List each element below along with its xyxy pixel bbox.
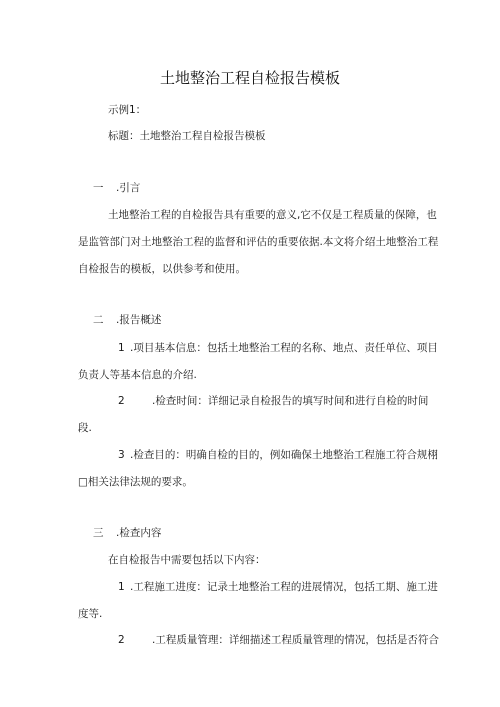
list-item-number: 1 [118, 581, 125, 593]
section-heading: .检查内容 [116, 527, 162, 539]
list-item-number: 2 [118, 395, 125, 407]
list-item-text: 负责人等基本信息的介绍. [78, 369, 197, 381]
example-label: 示例1： [108, 104, 147, 116]
paragraph-line: 自检报告的模板，以供参考和使用。 [78, 263, 246, 275]
list-item-text: .检查目的：明确自检的目的，例如确保土地整治工程施工符合规栩 [130, 449, 438, 461]
document-title: 土地整治工程自检报告模板 [159, 69, 340, 87]
section-heading: .引言 [116, 182, 141, 194]
list-item-text: 段. [78, 422, 92, 434]
section-number: 一 [93, 182, 104, 194]
list-item-text: □相关法律法规的要求。 [78, 476, 193, 488]
section-intro: 在自检报告中需要包括以下内容： [108, 554, 266, 566]
list-item-text: 度等. [78, 608, 103, 620]
list-item-number: 1 [118, 342, 125, 354]
list-item-number: 3 [118, 449, 125, 461]
section-number: 三 [93, 527, 104, 539]
list-item-text: .工程质量管理：详细描述工程质量管理的情况，包括是否符合 [152, 634, 439, 646]
section-number: 二 [93, 314, 104, 326]
paragraph-line: 是监管部门对土地整治工程的监督和评估的重要依据.本文将介绍土地整治工程 [78, 236, 439, 248]
list-item-number: 2 [118, 634, 125, 646]
list-item-text: .工程施工进度：记录土地整治工程的进展情况，包括工期、施工进 [130, 581, 438, 593]
paragraph-line: 土地整治工程的自检报告具有重要的意义,它不仅是工程质量的保障，也 [108, 209, 437, 221]
section-heading: .报告概述 [116, 314, 162, 326]
list-item-text: .检查时间：详细记录自检报告的填写时间和进行自检的时间 [152, 395, 429, 407]
list-item-text: .项目基本信息：包括土地整治工程的名称、地点、责任单位、项目 [130, 342, 438, 354]
subject-line: 标题：土地整治工程自检报告模板 [108, 130, 266, 142]
